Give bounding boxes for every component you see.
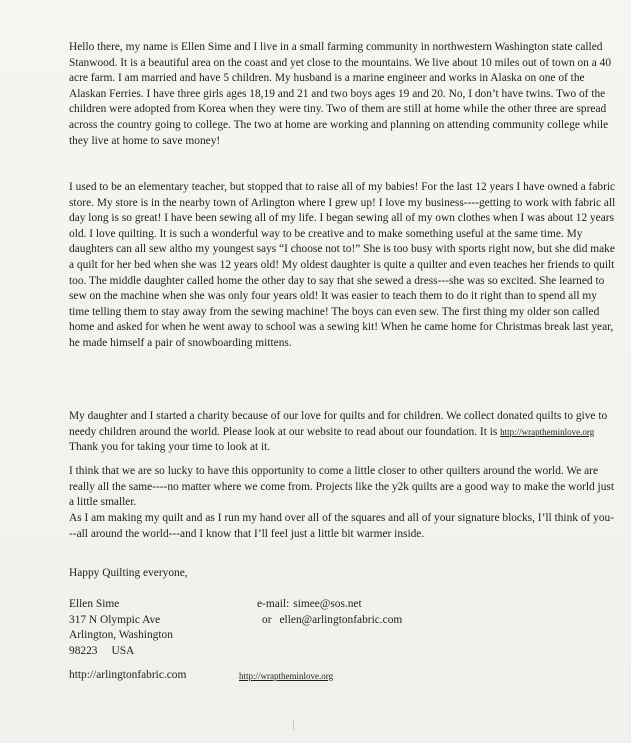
closing-paragraph-2: As I am making my quilt and as I run my hand over all of the squares and all of your signature blocks, I’ll think of you---all around the world---and I know that I’ll feel just a little bit warmer inside. (69, 512, 615, 540)
email-line-2 (257, 613, 402, 629)
signature-zip: 98223 (69, 644, 98, 657)
email-line-1 (257, 597, 402, 613)
closing-line (69, 566, 188, 582)
charity-paragraph (69, 409, 617, 456)
charity-link[interactable]: http://wraptheminlove.org (500, 426, 595, 437)
contact-block (257, 597, 402, 628)
wrap-them-in-love-link[interactable]: http://wraptheminlove.org (239, 671, 334, 681)
footer-website-2 (239, 669, 333, 685)
email-label: e-mail: (257, 598, 290, 610)
closing-paragraph-1: I think that we are so lucky to have this opportunity to come a little closer to other quilters around the world. We are really all the same----no matter where we come from. Projects like the y2k quilts are a good way to make the world just a little smaller. (69, 465, 614, 509)
signature-zip-line (69, 644, 173, 660)
business-paragraph: I used to be an elementary teacher, but stopped that to raise all of my babies! For the last 12 years I have owned a fabric store. My store is in the nearby town of Arlington where I grew up! I love my business----getting to work with fabric all day long is so great! I have been sewing all of my life. I began sewing all of my own clothes when I was about 12 years old. I love quilting. It is such a wonderful way to be creative and to make something useful at the same time. My daughters can all sew altho my youngest says “I choose not to!” She is too busy with sports right now, but she did make a quilt for her bed when she was 12 years old! My oldest daughter is quite a quilter and even teaches her friends to quilt too. The middle daughter called home the other day to say that she sewed a dress---she was so excited. She learned to sew on the machine when she was only four years old! It was easier to teach them to do it right than to spend all my time telling them to stay away from the sewing machine! The boys can even sew. The first thing my older son called home and asked for when he went away to school was a sewing kit! When he came home for Christmas break last year, he made himself a pair of snowboarding mittens. (69, 181, 616, 349)
paper-mark (293, 720, 294, 730)
email-address-2[interactable]: ellen@arlingtonfabric.com (279, 613, 403, 626)
or-label: or (262, 613, 272, 626)
charity-text: My daughter and I started a charity because of our love for quilts and for children. We collect donated quilts to give to needy children around the world. Please look at our website to read about our foundation. It is (69, 410, 608, 438)
signature-block (69, 597, 173, 659)
email-address-1[interactable]: simee@sos.net (293, 598, 362, 610)
closing-text: Happy Quilting everyone, (69, 567, 188, 579)
arlington-fabric-link[interactable]: http://arlingtonfabric.com (69, 669, 187, 681)
charity-text-end: Thank you for taking your time to look at it. (69, 441, 271, 454)
signature-street: 317 N Olympic Ave (69, 613, 161, 626)
signature-name: Ellen Sime (69, 598, 120, 610)
intro-paragraph: Hello there, my name is Ellen Sime and I live in a small farming community in northwestern Washington state called Stanwood. It is a beautiful area on the coast and yet close to the mountains. We live about 10 miles out of town on a 40 acre farm. I am married and have 5 children. My husband is a marine engineer and works in Alaska on one of the Alaskan Ferries. I have three girls ages 18,19 and 21 and two boys ages 19 and 20. No, I don’t have twins. Two of the children were adopted from Korea when they were tiny. Two of them are still at home while the other three are spread across the country going to college. The two at home are working and planning on attending community college while they live at home to save money! (69, 41, 612, 147)
signature-country: USA (111, 644, 135, 657)
signature-city: Arlington, Washington (69, 629, 173, 642)
footer-website-1 (69, 668, 186, 684)
